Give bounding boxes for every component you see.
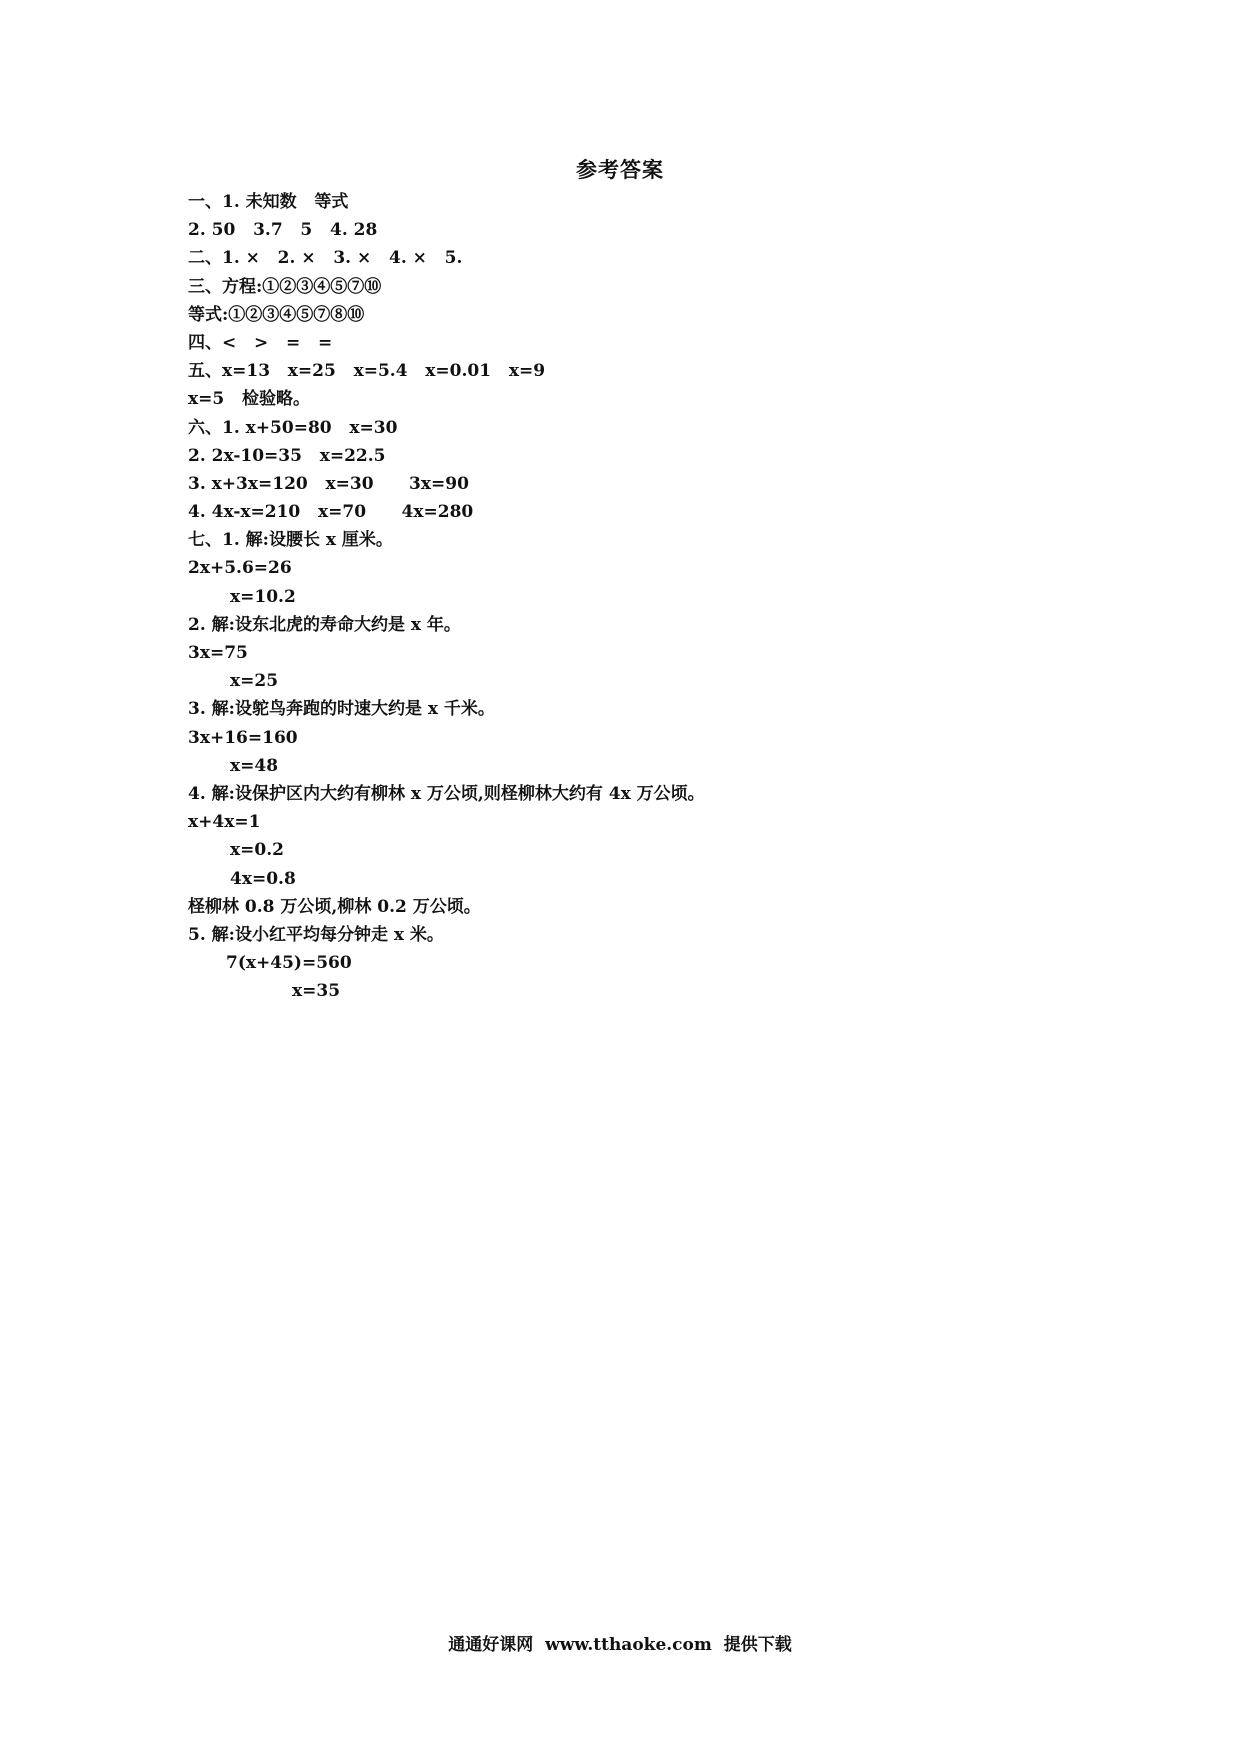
answer-line-18: x=25	[230, 671, 279, 692]
answer-line-6: 四、< > = =	[188, 332, 333, 353]
answer-line-23: x+4x=1	[188, 812, 261, 833]
answer-line-15: x=10.2	[230, 586, 296, 607]
answer-line-8: x=5 检验略。	[188, 389, 310, 410]
answer-line-20: 3x+16=160	[188, 727, 298, 748]
answer-content	[188, 188, 1088, 1005]
answer-line-16: 2. 解:设东北虎的寿命大约是 x 年。	[188, 614, 461, 635]
answer-line-3: 二、1. × 2. × 3. × 4. × 5.	[188, 248, 463, 269]
answer-line-10: 2. 2x-10=35 x=22.5	[188, 445, 386, 466]
answer-line-21: x=48	[230, 755, 279, 776]
answer-line-24: x=0.2	[230, 840, 284, 861]
footer-text: 通通好课网 www.tthaoke.com 提供下载	[448, 1635, 792, 1655]
answer-line-17: 3x=75	[188, 643, 248, 663]
answer-line-19: 3. 解:设鸵鸟奔跑的时速大约是 x 千米。	[188, 699, 495, 720]
answer-line-7: 五、x=13 x=25 x=5.4 x=0.01 x=9	[188, 361, 546, 382]
answer-line-11: 3. x+3x=120 x=30 3x=90	[188, 473, 469, 494]
answer-line-5: 等式:①②③④⑤⑦⑧⑩	[188, 304, 365, 325]
page-title: 参考答案	[576, 157, 664, 182]
answer-line-9: 六、1. x+50=80 x=30	[188, 417, 398, 438]
answer-line-2: 2. 50 3.7 5 4. 28	[188, 220, 378, 241]
answer-line-22: 4. 解:设保护区内大约有柳林 x 万公顷,则柽柳林大约有 4x 万公顷。	[188, 783, 705, 804]
answer-line-25: 4x=0.8	[230, 868, 296, 889]
answer-line-13: 七、1. 解:设腰长 x 厘米。	[188, 530, 393, 551]
answer-line-1: 一、1. 未知数 等式	[188, 192, 349, 212]
answer-line-29: x=35	[292, 981, 341, 1002]
answer-line-4: 三、方程:①②③④⑤⑦⑩	[188, 276, 382, 297]
answer-line-26: 柽柳林 0.8 万公顷,柳林 0.2 万公顷。	[188, 896, 481, 917]
answer-line-14: 2x+5.6=26	[188, 558, 292, 579]
answer-line-28: 7(x+45)=560	[226, 953, 352, 974]
answer-line-12: 4. 4x-x=210 x=70 4x=280	[188, 502, 474, 523]
answer-line-27: 5. 解:设小红平均每分钟走 x 米。	[188, 924, 444, 945]
